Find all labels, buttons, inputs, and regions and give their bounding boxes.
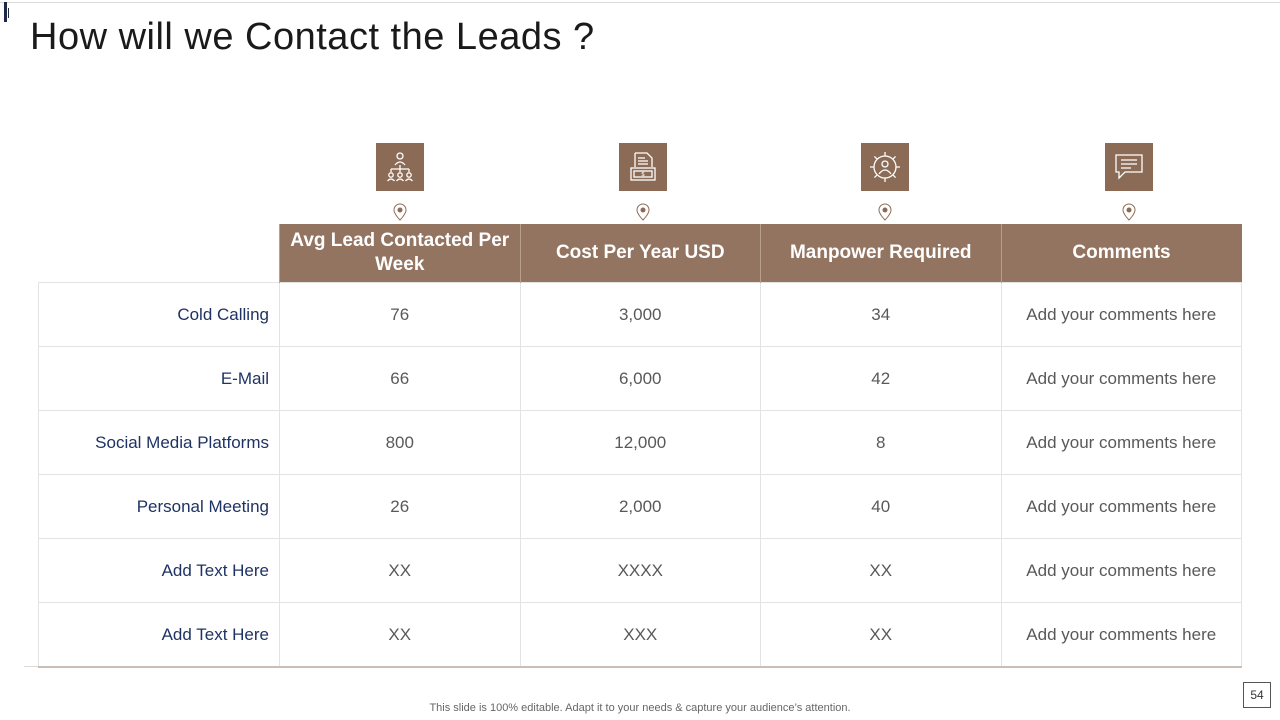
manpower-cell: 34 (761, 283, 1002, 347)
avg-lead-cell: 26 (280, 475, 521, 539)
manpower-cell: XX (761, 539, 1002, 603)
row-label: Cold Calling (39, 283, 280, 347)
table-header-row (39, 224, 1242, 283)
top-divider (0, 2, 1280, 3)
leads-contact-table (38, 224, 1242, 668)
cost-cell: XXX (520, 603, 761, 668)
manpower-cell: 42 (761, 347, 1002, 411)
table-row (39, 347, 1242, 411)
avg-lead-cell: 800 (280, 411, 521, 475)
header-cost: Cost Per Year USD (520, 224, 761, 283)
text-cursor-mark (4, 2, 7, 22)
table-row (39, 411, 1242, 475)
cost-cell: XXXX (520, 539, 761, 603)
page-number: 54 (1243, 682, 1271, 708)
bottom-divider (24, 666, 38, 667)
text-cursor-mark-secondary (8, 8, 9, 18)
header-manpower: Manpower Required (761, 224, 1002, 283)
row-label: Add Text Here (39, 539, 280, 603)
comment-cell: Add your comments here (1001, 283, 1242, 347)
team-hierarchy-icon (376, 143, 424, 191)
footer-note: This slide is 100% editable. Adapt it to your needs & capture your audience’s attention. (429, 702, 851, 714)
document-money-icon (619, 143, 667, 191)
header-comments: Comments (1001, 224, 1242, 283)
pin-icon (877, 203, 893, 221)
pin-icon (635, 203, 651, 221)
slide-title: How will we Contact the Leads ? (30, 16, 595, 58)
table-row (39, 475, 1242, 539)
manpower-cell: 40 (761, 475, 1002, 539)
table-row (39, 603, 1242, 668)
comment-cell: Add your comments here (1001, 603, 1242, 668)
comment-cell: Add your comments here (1001, 539, 1242, 603)
header-blank-cell (39, 224, 280, 283)
cost-cell: 6,000 (520, 347, 761, 411)
cost-cell: 3,000 (520, 283, 761, 347)
avg-lead-cell: 66 (280, 347, 521, 411)
chat-bubble-icon (1105, 143, 1153, 191)
table-row (39, 283, 1242, 347)
gear-person-icon (861, 143, 909, 191)
avg-lead-cell: XX (280, 603, 521, 668)
row-label: Social Media Platforms (39, 411, 280, 475)
row-label: Add Text Here (39, 603, 280, 668)
row-label: E-Mail (39, 347, 280, 411)
cost-cell: 2,000 (520, 475, 761, 539)
comment-cell: Add your comments here (1001, 347, 1242, 411)
comment-cell: Add your comments here (1001, 475, 1242, 539)
manpower-cell: 8 (761, 411, 1002, 475)
avg-lead-cell: XX (280, 539, 521, 603)
manpower-cell: XX (761, 603, 1002, 668)
comment-cell: Add your comments here (1001, 411, 1242, 475)
table-row (39, 539, 1242, 603)
row-label: Personal Meeting (39, 475, 280, 539)
cost-cell: 12,000 (520, 411, 761, 475)
avg-lead-cell: 76 (280, 283, 521, 347)
pin-icon (1121, 203, 1137, 221)
svg-text:$: $ (641, 171, 645, 178)
pin-icon (392, 203, 408, 221)
header-avg-lead: Avg Lead Contacted Per Week (280, 224, 521, 283)
